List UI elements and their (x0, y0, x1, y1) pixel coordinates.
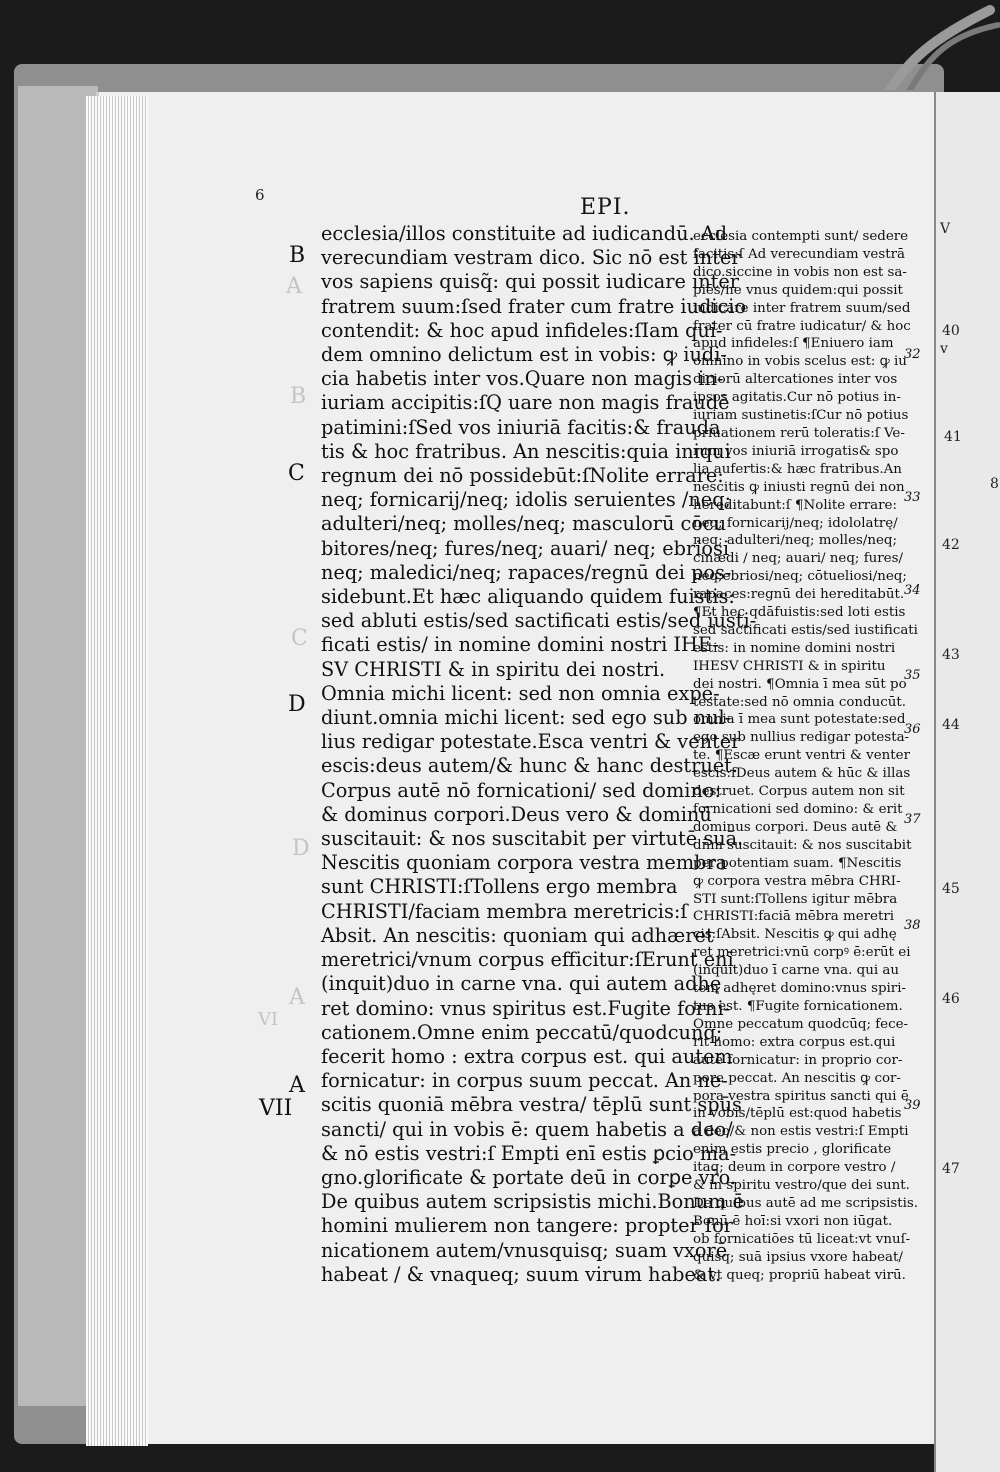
text-line: meretrici/vnum corpus efficitur:ſErunt enī (321, 948, 734, 972)
ghost-letter: C (291, 626, 308, 651)
verse-number: 32 (904, 347, 921, 362)
text-line: iuriam accipitis:ſQ uare non magis fraudē (321, 391, 730, 415)
text-line: verecundiam vestram dico. Sic nō est inter (321, 246, 741, 270)
text-line: (inquit)duo ī carne vna. qui au (693, 963, 899, 979)
text-line: ecclesia/illos constituite ad iudicandū. Ad (321, 222, 728, 245)
verse-number: 37 (904, 812, 921, 827)
text-line: Nescitis quoniam corpora vestra membra (321, 851, 728, 875)
text-line: fecerit homo : extra corpus est. qui autem (321, 1044, 733, 1068)
ghost-letter: B (290, 384, 307, 409)
next-page-fragment: 42 (942, 537, 960, 553)
text-line: ret meretrici:vnū corpꝰ ē:erūt ei (693, 945, 911, 961)
text-line: habeat / & vnaqueq; suum virum habeat. (321, 1262, 722, 1286)
verse-number: 39 (904, 1098, 921, 1113)
text-line: & vt queq; propriū habeat virū. (693, 1267, 906, 1283)
text-line: destruet. Corpus autem non sit (693, 784, 905, 800)
text-line: dei nostri. ¶Omnia ī mea sūt po (693, 676, 907, 692)
text-line: Bonū ē hoī:si vxori non iūgat. (693, 1213, 893, 1229)
binding-thread (880, 0, 1000, 90)
text-line: SV CHRISTI & in spiritu dei nostri. (321, 657, 666, 681)
text-line: pora vestra spiritus sancti qui ē (693, 1088, 909, 1104)
text-line: Omne peccatum quodcūq; fece- (693, 1016, 909, 1032)
text-line: lia aufertis:& hæc fratribus.An (693, 461, 902, 477)
text-line: scitis quoniā mēbra vestra/ tēplū sunt spūs (321, 1093, 742, 1117)
text-line: vos sapiens quisq̃: qui possit iudicare inter (321, 270, 740, 294)
margin-letter-b: B (289, 243, 306, 268)
text-line: itaq; deum in corpore vestro / (693, 1160, 896, 1176)
text-line: De quibus autē ad me scripsistis. (693, 1195, 919, 1211)
text-line: in vobis/tēplū est:quod habetis (693, 1106, 902, 1122)
text-line: sancti/ qui in vobis ē: quem habetis a deo/ (321, 1117, 733, 1141)
verse-number: 33 (904, 490, 921, 505)
text-line: autē fornicatur: in proprio cor- (693, 1052, 903, 1068)
text-line: De quibus autem scripsistis michi.Bonum ē (321, 1190, 744, 1214)
text-line: per potentiam suam. ¶Nescitis (693, 855, 902, 871)
text-line: dn̄m suscitauit: & nos suscitabit (693, 837, 912, 853)
text-line: nicationem autem/vnusquisq; suam vxorē (321, 1238, 728, 1262)
text-line: gno.glorificate & portate deū in corꝑe vr̄o. (321, 1165, 737, 1189)
text-line: ꝙ corpora vestra mēbra CHRI- (693, 873, 901, 889)
text-line: ficati estis/ in nomine domini nostri IHE- (321, 633, 719, 657)
next-page-fragment: V (940, 221, 951, 237)
next-page-fragment: 46 (942, 991, 960, 1007)
verse-number: 34 (904, 583, 921, 598)
text-line: omnia ī mea sunt potestate:sed (693, 712, 906, 728)
text-line: quisq; suā ipsius vxore habeat/ (693, 1249, 903, 1265)
text-line: testate:sed nō omnia conducūt. (693, 694, 906, 710)
ghost-letter: D (292, 836, 310, 861)
text-line: neq;ebriosi/neq; cōtueliosi/neq; (693, 569, 907, 585)
text-line: ret domino: vnus spiritus est.Fugite forni- (321, 996, 731, 1020)
chapter-number: VII (259, 1096, 293, 1121)
text-line: rit homo: extra corpus est.qui (693, 1034, 896, 1050)
text-line: ¶Et hec qdāfuistis:sed loti estis (693, 605, 906, 621)
text-line: CHRISTI/faciam membra meretricis:ſ (321, 899, 688, 923)
text-line: & nō estis vestri:ſ Empti enī estis ꝑcio ma- (321, 1141, 737, 1165)
page-edges (86, 96, 148, 1446)
text-line: priuationem rerū toleratis:ſ Ve- (693, 425, 905, 441)
text-line: ecclesia contempti sunt/ sedere (693, 229, 909, 244)
text-line: regnum dei nō possidebūt:ſNolite errare: (321, 464, 724, 488)
text-line: cationem.Omne enim peccatū/quodcunq; (321, 1020, 723, 1044)
running-title: EPI. (580, 195, 631, 220)
text-line: diunt.omnia michi licent: sed ego sub nul- (321, 706, 732, 730)
text-line: dominus corpori. Deus autē & (693, 819, 898, 835)
verse-number: 35 (904, 668, 921, 683)
text-line: neq; maledici/neq; rapaces/regnū dei pos- (321, 560, 732, 584)
ghost-letter: A (286, 274, 302, 299)
text-line: tus est. ¶Fugite fornicationem. (693, 998, 903, 1014)
text-line: ipsos agitatis.Cur nō potius in- (693, 390, 901, 406)
next-page-fragment: 41 (944, 429, 962, 445)
text-line: escis:ſDeus autem & hūc & illas (693, 766, 911, 782)
text-line: sed abluti estis/sed sactificati estis/sed iusti- (321, 609, 757, 633)
text-line: diciorū altercationes inter vos (693, 372, 898, 388)
text-line: frater cū fratre iudicatur/ & hoc (693, 318, 911, 334)
text-line: cia habetis inter vos.Quare non magis in- (321, 367, 724, 391)
text-line: enim estis precio , glorificate (693, 1142, 892, 1158)
text-line: rum vos iniuriā irrogatis& spo (693, 443, 899, 459)
text-line: (inquit)duo in carne vna. qui autem adhę (321, 972, 722, 996)
text-line: Corpus autē nō fornicationi/ sed domino: (321, 778, 721, 802)
text-line: bitores/neq; fures/neq; auari/ neq; ebriosi (321, 536, 730, 560)
text-line: a deo/& non estis vestri:ſ Empti (693, 1124, 909, 1140)
text-line: STI sunt:ſTollens igitur mēbra (693, 891, 898, 907)
text-line: pore peccat. An nescitis ꝙ cor- (693, 1070, 901, 1086)
main-text-column (321, 222, 757, 1287)
text-line: apud infideles:ſ ¶Eniuero iam (693, 336, 894, 352)
text-line: IHESV CHRISTI & in spiritu (693, 658, 886, 674)
verse-number: 36 (904, 722, 921, 737)
text-line: neq; fornicarij/neq; idolis seruientes /neq; (321, 488, 732, 512)
text-line: patimini:ſSed vos iniuriā facitis:& frauda (321, 415, 721, 439)
text-line: ego sub nullius redigar potesta- (693, 730, 910, 746)
text-line: te. ¶Escæ erunt ventri & venter (693, 748, 910, 764)
next-page-edge (934, 92, 1000, 1472)
next-page-fragment: v (940, 341, 948, 357)
text-line: facitis:ſ Ad verecundiam vestrā (693, 246, 905, 262)
text-line: contendit: & hoc apud infideles:ſIam qui- (321, 318, 723, 342)
margin-letter-c: C (288, 461, 305, 486)
text-line: hereditabunt:ſ ¶Nolite errare: (693, 497, 897, 513)
text-line: cinædi / neq; auari/ neq; fures/ (693, 551, 903, 567)
text-line: fornicationi sed domino: & erit (693, 802, 903, 817)
text-line: adulteri/neq; molles/neq; masculorū cōcu (321, 512, 727, 536)
text-line: tem adhęret domino:vnus spiri- (693, 981, 907, 997)
margin-letter-a: A (289, 1073, 305, 1098)
text-line: suscitauit: & nos suscitabit per virtutē suā. (321, 827, 744, 851)
text-line: sed sactificati estis/sed iustificati (693, 622, 918, 638)
text-line: tis & hoc fratribus. An nescitis:quia iniqui (321, 439, 731, 463)
next-page-fragment: 44 (942, 717, 960, 733)
margin-letter-d: D (288, 692, 306, 717)
next-page-fragment: 43 (942, 647, 960, 663)
text-line: fratrem suum:ſsed frater cum fratre iudicio (321, 294, 747, 318)
text-line: cis:ſAbsit. Nescitis ꝙ qui adhę (693, 927, 897, 943)
next-page-fragment: 8 (990, 476, 999, 492)
text-line: iudicare inter fratrem suum/sed (693, 300, 911, 316)
text-line: CHRISTI:faciā mēbra meretri (693, 909, 895, 925)
text-line: & in spiritu vestro/que dei sunt. (693, 1178, 910, 1194)
ghost-letter: A (289, 985, 305, 1010)
text-line: & dominus corpori.Deus vero & dominū (321, 802, 712, 826)
text-line: homini mulierem non tangere: propter for (321, 1214, 733, 1238)
text-line: iuriam sustinetis:ſCur nō potius (693, 408, 909, 424)
text-line: escis:deus autem/& hunc & hanc destruet. (321, 754, 739, 778)
text-line: dico.siccine in vobis non est sa- (693, 264, 907, 280)
text-line: nescitis ꝙ iniusti regnū dei non (693, 479, 905, 495)
text-line: fornicatur: in corpus suum peccat. An ne- (321, 1069, 728, 1093)
ghost-letter: VI (258, 1009, 279, 1030)
next-page-fragment: 45 (942, 881, 960, 897)
text-line: lius redigar potestate.Esca ventri & venter (321, 730, 741, 754)
text-line: dem omnino delictum est in vobis: ꝙ iudi- (321, 343, 727, 367)
text-line: Absit. An nescitis: quoniam qui adhæret (321, 923, 714, 947)
text-line: Omnia michi licent: sed non omnia expe- (321, 681, 720, 705)
text-line: omnino in vobis scelus est: ꝙ iu (693, 354, 907, 370)
text-line: sidebunt.Et hæc aliquando quidem fuistis: (321, 585, 735, 609)
text-line: ob fornicatiōes tū liceat:vt vnuſ- (693, 1231, 911, 1247)
text-line: estis: in nomine domini nostri (693, 640, 896, 656)
next-page-fragment: 47 (942, 1161, 960, 1177)
verse-number: 38 (904, 918, 921, 933)
text-line: neq; fornicarij/neq; idololatrę/ (693, 515, 898, 531)
text-line: rapaces:regnū dei hereditabūt. (693, 587, 905, 603)
text-line: neq; adulteri/neq; molles/neq; (693, 533, 898, 549)
text-line: sunt CHRISTI:ſTollens ergo membra (321, 875, 678, 899)
folio-number: 6 (255, 186, 265, 204)
text-line: piēs/ne vnus quidem:qui possit (693, 282, 903, 298)
next-page-fragment: 40 (942, 323, 960, 339)
